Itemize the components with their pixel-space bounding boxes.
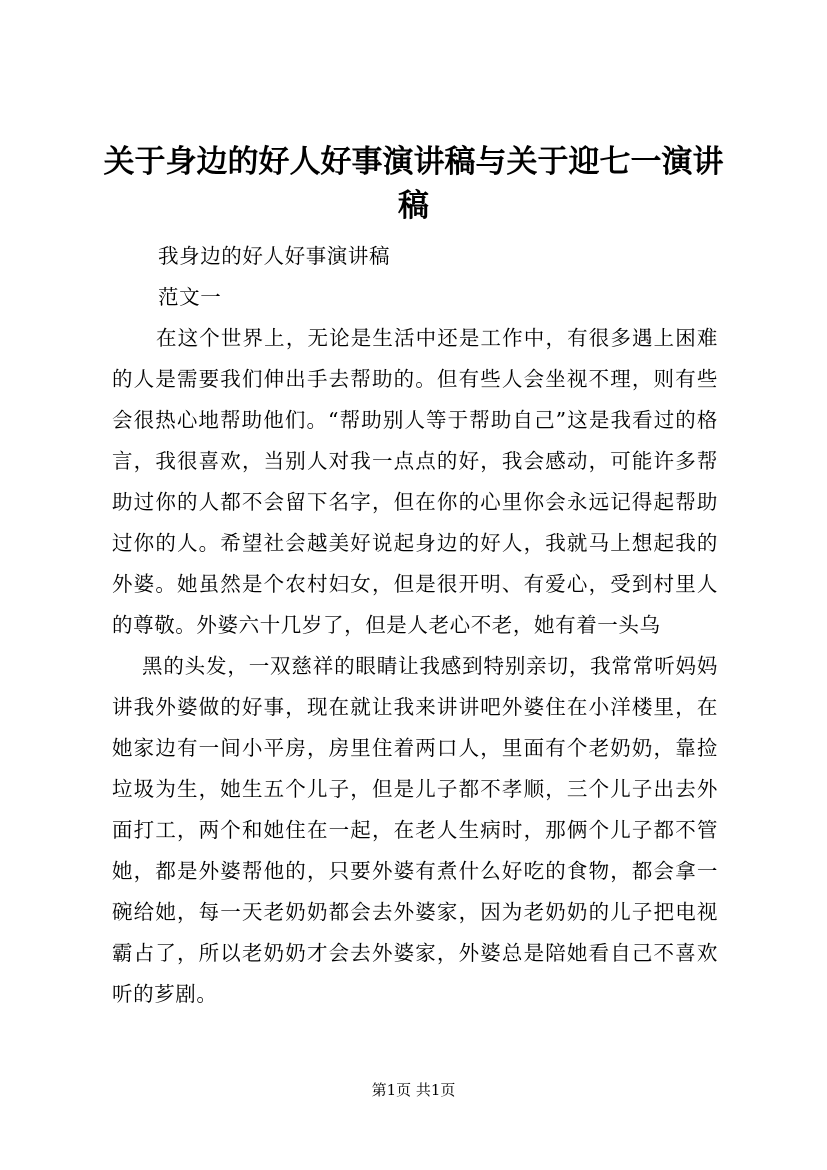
paragraph: 在这个世界上，无论是生活中还是工作中，有很多遇上困难的人是需要我们伸出手去帮助的。但有些人会坐视不理，则有些会很热心地帮助他们。“帮助别人等于帮助自己”这是我看过的格言，我很喜欢，当别人对我一点点的好，我会感动，可能许多帮助过你的人都不会留下名字，但在你的心里你会永远记得起帮助过你的人。希望社会越美好说起身边的好人，我就马上想起我的外婆。她虽然是个农村妇女，但是很开明、有爱心，受到村里人的尊敬。外婆六十几岁了，但是人老心不老，她有着一头乌 [112, 326, 718, 637]
paragraph: 黑的头发，一双慈祥的眼睛让我感到特别亲切，我常常听妈妈讲我外婆做的好事，现在就让我来讲讲吧外婆住在小洋楼里，在她家边有一间小平房，房里住着两口人，里面有个老奶奶，靠捡垃圾为生，她生五个儿子，但是儿子都不孝顺，三个儿子出去外面打工，两个和她住在一起，在老人生病时，那俩个儿子都不管她，都是外婆帮他的，只要外婆有煮什么好吃的食物，都会拿一碗给她，每一天老奶奶都会去外婆家，因为老奶奶的儿子把电视霸占了，所以老奶奶才会去外婆家，外婆总是陪她看自己不喜欢听的芗剧。 [112, 654, 718, 1006]
document-title: 关于身边的好人好事演讲稿与关于迎七一演讲稿 [103, 144, 724, 224]
page-footer: 第1页 共1页 [371, 1081, 456, 1099]
section-label: 范文一 [158, 285, 222, 309]
speech-subtitle: 我身边的好人好事演讲稿 [158, 244, 391, 268]
